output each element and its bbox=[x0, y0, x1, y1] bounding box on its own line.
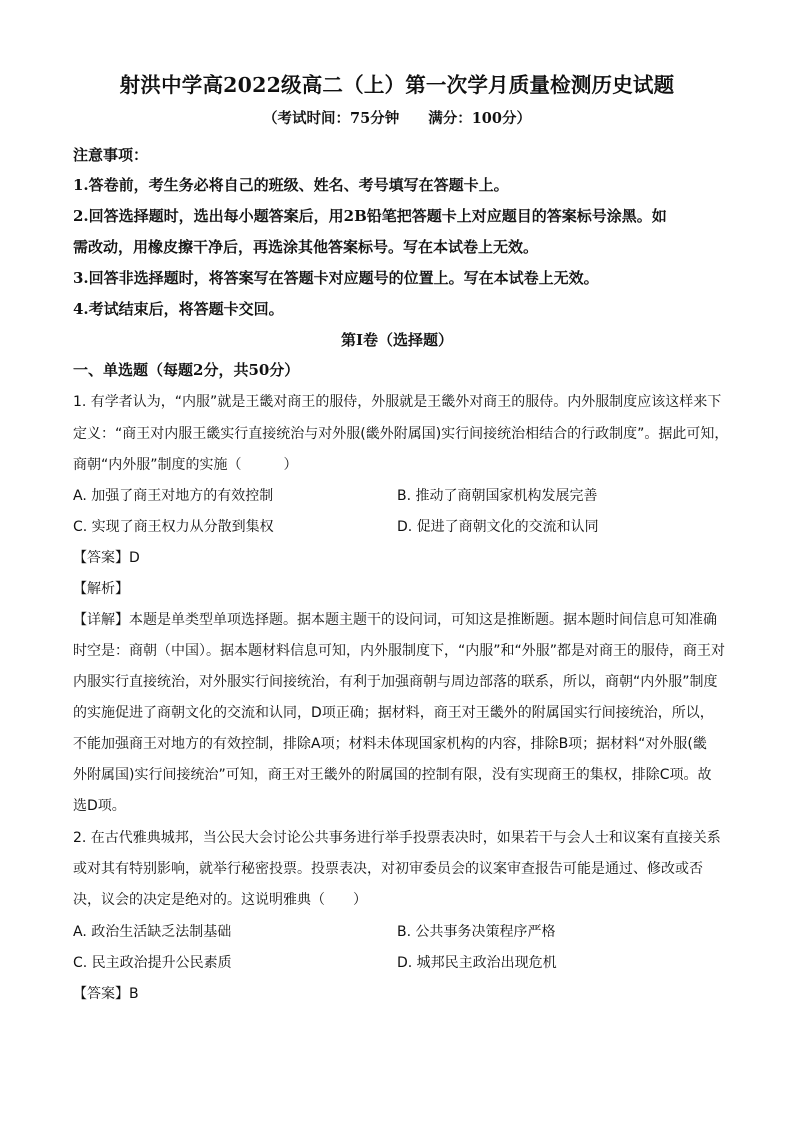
q1-option-a: A. 加强了商王对地方的有效控制 bbox=[73, 488, 274, 504]
q1-detail-line: 时空是：商朝（中国）。据本题材料信息可知，内外服制度下，“内服”和“外服”都是对商王的服侍，商王对 bbox=[73, 643, 726, 659]
q1-option-b: B. 推动了商朝国家机构发展完善 bbox=[397, 488, 598, 504]
section-title: 第Ⅰ卷（选择题） bbox=[340, 331, 454, 349]
note-item: 3.回答非选择题时，将答案写在答题卡对应题号的位置上。写在本试卷上无效。 bbox=[73, 269, 599, 287]
q2-stem-line: 决，议会的决定是绝对的。这说明雅典（ ） bbox=[73, 892, 367, 908]
note-item: 4.考试结束后，将答题卡交回。 bbox=[73, 300, 284, 318]
exam-subtitle: （考试时间：75分钟 满分：100分） bbox=[263, 110, 531, 127]
q1-detail-line: 选D项。 bbox=[73, 798, 126, 814]
part-heading: 一、单选题（每题2分，共50分） bbox=[73, 361, 300, 379]
note-item: 1.答卷前，考生务必将自己的班级、姓名、考号填写在答题卡上。 bbox=[73, 176, 509, 194]
q2-option-c: C. 民主政治提升公民素质 bbox=[73, 955, 232, 971]
q2-option-d: D. 城邦民主政治出现危机 bbox=[397, 955, 557, 971]
note-item: 2.回答选择题时，选出每小题答案后，用2B铅笔把答题卡上对应题目的答案标号涂黑。如 bbox=[73, 207, 667, 225]
q1-option-c: C. 实现了商王权力从分散到集权 bbox=[73, 519, 274, 535]
q2-stem-line: 或对其有特别影响，就举行秘密投票。投票表决，对初审委员会的议案审查报告可能是通过、修改或否 bbox=[73, 861, 703, 877]
q1-detail-line: 【详解】本题是单类型单项选择题。据本题主题干的设问词，可知这是推断题。据本题时间信息可知准确 bbox=[73, 612, 717, 628]
exam-title: 射洪中学高2022级高二（上）第一次学月质量检测历史试题 bbox=[119, 73, 675, 97]
q1-stem-line: 1. 有学者认为，“内服”就是王畿对商王的服侍，外服就是王畿外对商王的服侍。内外服制度应该这样来下 bbox=[73, 394, 722, 410]
q2-option-a: A. 政治生活缺乏法制基础 bbox=[73, 924, 232, 940]
q2-option-b: B. 公共事务决策程序严格 bbox=[397, 924, 556, 940]
q1-detail-line: 内服实行直接统治，对外服实行间接统治，有利于加强商朝与周边部落的联系，所以，商朝“内外服”制度 bbox=[73, 674, 718, 690]
q2-stem-line: 2. 在古代雅典城邦，当公民大会讨论公共事务进行举手投票表决时，如果若干与会人士和议案有直接关系 bbox=[73, 830, 721, 846]
q2-answer: 【答案】B bbox=[73, 986, 139, 1002]
note-item: 需改动，用橡皮擦干净后，再选涂其他答案标号。写在本试卷上无效。 bbox=[73, 238, 539, 256]
q1-detail-line: 的实施促进了商朝文化的交流和认同，D项正确；据材料，商王对王畿外的附属国实行间接统治，所以， bbox=[73, 705, 714, 721]
q1-detail-line: 外附属国)实行间接统治”可知，商王对王畿外的附属国的控制有限，没有实现商王的集权，排除C项。故 bbox=[73, 767, 712, 783]
q1-stem-line: 定义：“商王对内服王畿实行直接统治与对外服(畿外附属国)实行间接统治相结合的行政制度”。据此可知， bbox=[73, 426, 729, 442]
q1-analysis-label: 【解析】 bbox=[73, 581, 129, 597]
q1-detail-line: 不能加强商王对地方的有效控制，排除A项；材料未体现国家机构的内容，排除B项；据材料“对外服(畿 bbox=[73, 736, 707, 752]
q1-answer: 【答案】D bbox=[73, 550, 140, 566]
notes-heading: 注意事项： bbox=[73, 146, 149, 164]
q1-option-d: D. 促进了商朝文化的交流和认同 bbox=[397, 519, 599, 535]
q1-stem-line: 商朝“内外服”制度的实施（ ） bbox=[73, 457, 298, 473]
